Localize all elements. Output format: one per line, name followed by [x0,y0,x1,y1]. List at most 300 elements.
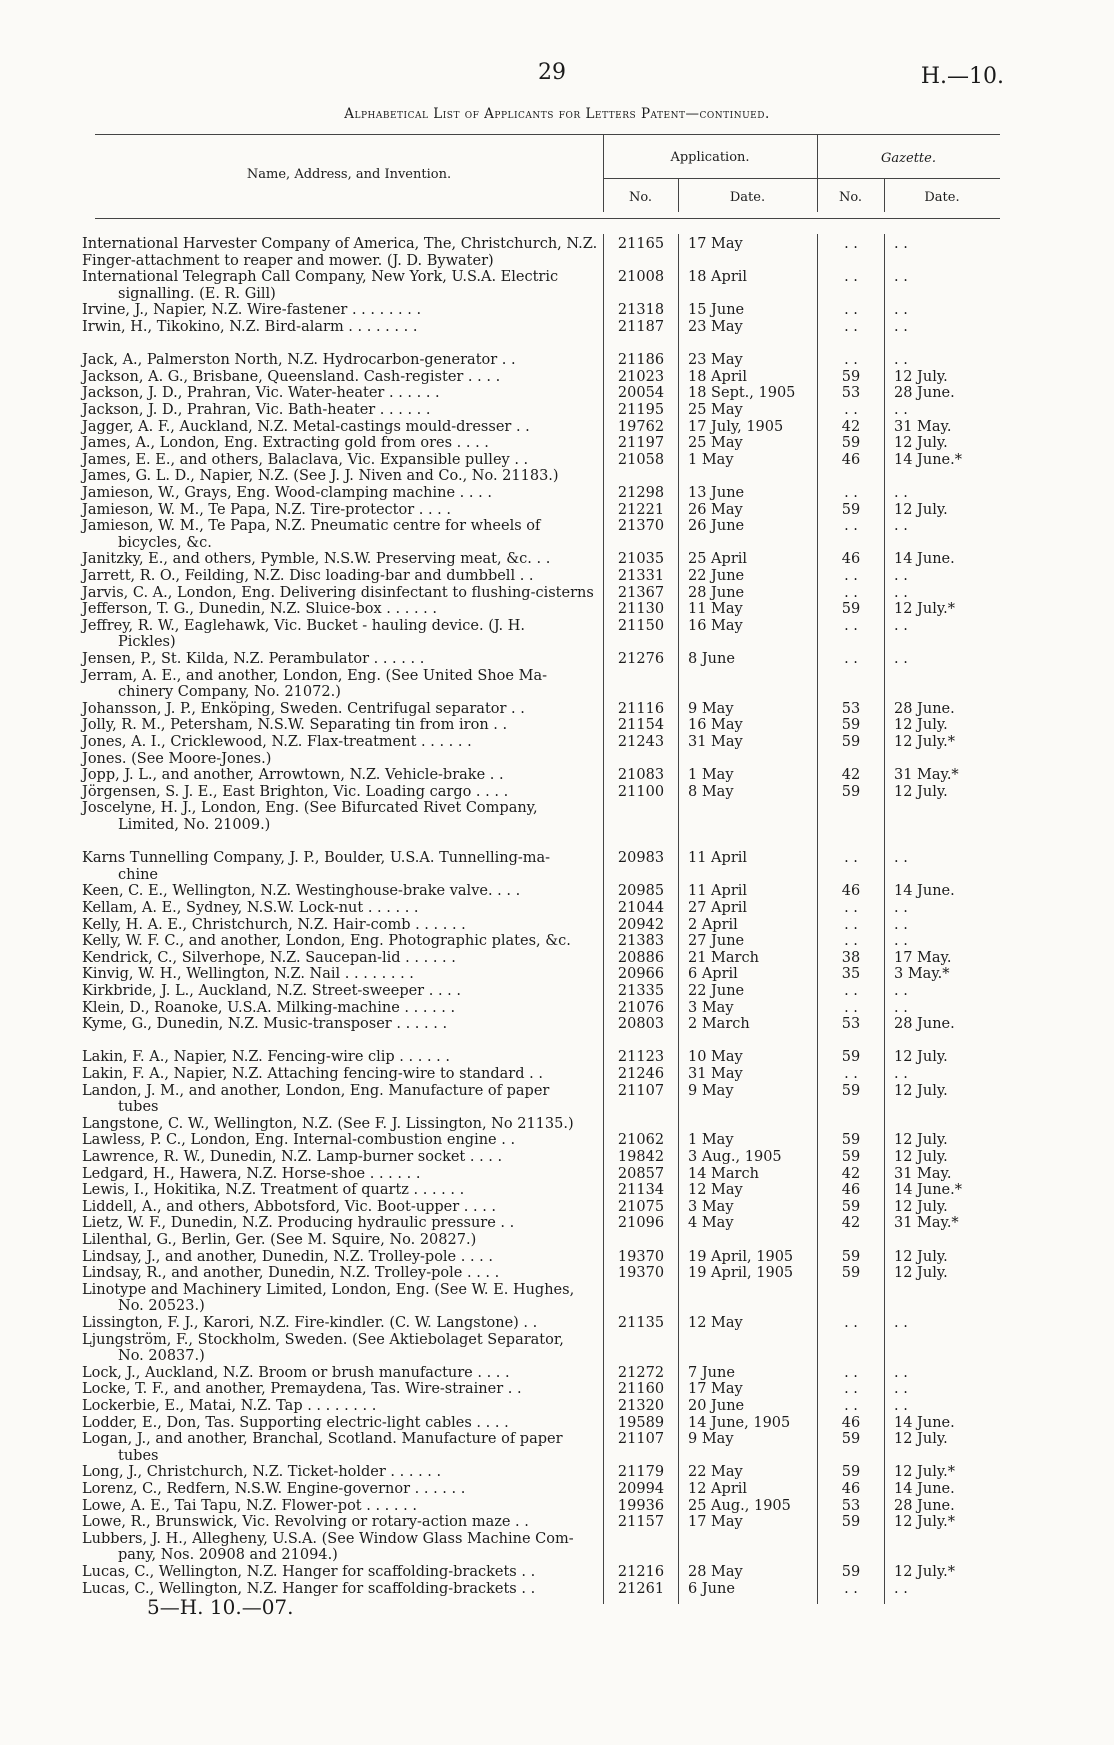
gazette-number: 38 [841,949,861,966]
applicant-entry: Jarvis, C. A., London, Eng. Delivering disinfectant to flushing-cisterns [82,584,594,601]
applicant-entry: Jarrett, R. O., Feilding, N.Z. Disc loading-bar and dumbbell . . [82,568,534,584]
table-row [0,1132,1114,1149]
table-row [0,784,1114,801]
application-number: 21150 [617,617,665,634]
table-row [0,651,1114,668]
table-row [0,1298,1114,1315]
gazette-number: . . [844,302,858,319]
application-number: 21154 [617,717,665,734]
application-date: 10 May [688,1049,743,1066]
table-row [0,717,1114,734]
gazette-date: . . [894,485,908,501]
application-date: 8 June [688,651,735,667]
gazette-number: . . [844,1381,858,1398]
application-date: 22 May [688,1464,743,1481]
application-number: 21276 [617,651,665,667]
applicant-entry: Jagger, A. F., Auckland, N.Z. Metal-castings mould-dresser . . [82,418,530,435]
applicant-entry: Lakin, F. A., Napier, N.Z. Fencing-wire clip . . . . . . [82,1049,450,1066]
application-number: 21186 [617,352,665,369]
gazette-date: 14 June. [894,883,955,900]
application-number: 19762 [617,418,665,435]
table-row [0,1232,1114,1249]
applicant-entry: tubes [118,1447,159,1464]
application-date: 18 April [688,269,748,286]
applicant-entry: Lubbers, J. H., Allegheny, U.S.A. (See Window Glass Machine Com- [82,1530,574,1547]
table-row [0,1265,1114,1282]
table-row [0,1315,1114,1332]
application-date: 28 June [688,584,745,601]
table-row [0,1348,1114,1365]
application-number: 21008 [617,269,665,286]
column-header-gazette-no: No. [838,190,863,205]
gazette-number: . . [844,850,858,867]
gazette-number: 59 [841,501,861,518]
application-date: 19 April, 1905 [688,1248,794,1265]
applicant-entry: Lowe, R., Brunswick, Vic. Revolving or rotary-action maze . . [82,1514,529,1531]
applicant-entry: chinery Company, No. 21072.) [118,684,341,701]
applicant-entry: Lorenz, C., Redfern, N.S.W. Engine-governor . . . . . . [82,1481,466,1497]
gazette-date: . . [894,1066,908,1082]
gazette-date: 12 July. [894,435,948,452]
application-number: 21157 [617,1514,665,1531]
application-number: 21370 [617,518,665,535]
applicant-entry: James, E. E., and others, Balaclava, Vic. Expansible pulley . . [82,451,529,468]
table-row [0,1166,1114,1183]
applicant-entry: Limited, No. 21009.) [118,817,271,833]
applicant-entry: Kendrick, C., Silverhope, N.Z. Saucepan-lid . . . . . . [82,949,456,966]
applicant-entry: Jones, A. I., Cricklewood, N.Z. Flax-treatment . . . . . . [82,734,472,750]
gazette-date: . . [894,568,908,584]
table-row [0,269,1114,286]
application-number: 20857 [617,1165,665,1182]
applicant-entry: Lissington, F. J., Karori, N.Z. Fire-kindler. (C. W. Langstone) . . [82,1315,538,1331]
application-number: 21383 [617,933,665,950]
gazette-number: . . [844,999,858,1016]
applicant-entry: Ledgard, H., Hawera, N.Z. Horse-shoe . . . . . . [82,1165,421,1182]
table-row [0,468,1114,485]
applicant-entry: Kirkbride, J. L., Auckland, N.Z. Street-sweeper . . . . [82,983,461,999]
table-row [0,485,1114,502]
applicant-entry: Kellam, A. E., Sydney, N.S.W. Lock-nut . . . . . . [82,900,419,916]
application-number: 21107 [617,1431,665,1448]
application-date: 18 Sept., 1905 [688,385,796,402]
application-date: 28 May [688,1564,743,1580]
application-number: 21335 [617,983,665,999]
application-number: 21367 [617,584,665,601]
applicant-entry: Lindsay, J., and another, Dunedin, N.Z. Trolley-pole . . . . [82,1248,494,1265]
gazette-number: . . [844,319,858,335]
gazette-date: . . [894,269,908,286]
application-number: 21023 [617,368,665,385]
gazette-number: 59 [841,783,861,800]
gazette-date: . . [894,916,908,933]
application-number: 21096 [617,1215,665,1232]
application-date: 26 May [688,501,743,518]
table-row [0,950,1114,967]
application-date: 27 June [688,933,745,950]
application-date: 1 May [688,767,734,784]
gazette-date: 12 July.* [894,734,955,750]
applicant-entry: chine [118,866,159,883]
gazette-date: . . [894,900,908,916]
application-number: 21331 [617,568,665,584]
applicant-entry: Jamieson, W. M., Te Papa, N.Z. Tire-protector . . . . [82,501,452,518]
gazette-date: . . [894,1580,908,1597]
gazette-date: 14 June.* [894,1182,962,1199]
table-row [0,253,1114,270]
gazette-number: . . [844,352,858,369]
applicant-entry: Klein, D., Roanoke, U.S.A. Milking-machine . . . . . . [82,999,456,1016]
application-date: 12 May [688,1182,743,1199]
applicant-entry: Jackson, J. D., Prahran, Vic. Water-heater . . . . . . [82,385,440,402]
applicant-entry: Lakin, F. A., Napier, N.Z. Attaching fencing-wire to standard . . [82,1066,543,1082]
application-date: 16 May [688,717,743,734]
column-header-application: Application. [670,150,750,165]
gazette-number: 59 [841,1248,861,1265]
gazette-number: 46 [841,1481,861,1497]
gazette-date: 3 May.* [894,966,950,983]
gazette-date: . . [894,518,908,535]
gazette-number: . . [844,269,858,286]
table-row [0,518,1114,535]
application-date: 22 June [688,568,745,584]
table-row [0,369,1114,386]
application-date: 26 June [688,518,745,535]
gazette-date: 31 May. [894,418,952,435]
applicant-entry: Lowe, A. E., Tai Tapu, N.Z. Flower-pot . . . . . . [82,1497,417,1514]
applicant-entry: Lucas, C., Wellington, N.Z. Hanger for scaffolding-brackets . . [82,1580,536,1597]
page-title: Alphabetical List of Applicants for Letters Patent—continued. [344,106,770,122]
application-date: 14 March [688,1165,759,1182]
gazette-date: 12 July.* [894,1564,955,1580]
applicant-entry: Langstone, C. W., Wellington, N.Z. (See F. J. Lissington, No 21135.) [82,1115,574,1132]
application-number: 21083 [617,767,665,784]
table-row [0,302,1114,319]
applicant-entry: Pickles) [118,634,176,651]
application-number: 20942 [617,916,665,933]
table-row [0,933,1114,950]
applicant-entry: Lucas, C., Wellington, N.Z. Hanger for scaffolding-brackets . . [82,1564,536,1580]
gazette-number: . . [844,1398,858,1414]
gazette-date: . . [894,651,908,667]
gazette-number: . . [844,568,858,584]
application-number: 19842 [617,1149,665,1165]
application-date: 18 April [688,368,748,385]
table-row [0,551,1114,568]
application-number: 21044 [617,900,665,916]
gazette-date: . . [894,617,908,634]
gazette-number: . . [844,933,858,950]
gazette-number: . . [844,1066,858,1082]
table-row [0,1199,1114,1216]
table-row [0,585,1114,602]
application-number: 19370 [617,1248,665,1265]
application-date: 6 April [688,966,738,983]
table-row [0,1547,1114,1564]
applicant-entry: Locke, T. F., and another, Premaydena, Tas. Wire-strainer . . [82,1381,522,1398]
applicant-entry: Lodder, E., Don, Tas. Supporting electric-light cables . . . . [82,1414,509,1431]
gazette-number: . . [844,983,858,999]
gazette-date: 14 June. [894,1481,955,1497]
table-row [0,1282,1114,1299]
applicant-entry: Lewis, I., Hokitika, N.Z. Treatment of quartz . . . . . . [82,1182,465,1199]
application-date: 25 May [688,435,743,452]
table-row [0,319,1114,336]
gazette-number: . . [844,651,858,667]
applicant-entry: Lawless, P. C., London, Eng. Internal-combustion engine . . [82,1132,516,1149]
gazette-date: . . [894,933,908,950]
gazette-date: 28 June. [894,1016,955,1033]
table-row [0,452,1114,469]
application-number: 21058 [617,451,665,468]
application-date: 13 June [688,485,745,501]
applicant-entry: Irwin, H., Tikokino, N.Z. Bird-alarm . . . . . . . . [82,319,418,335]
table-row [0,1099,1114,1116]
table-row [0,701,1114,718]
applicant-entry: Kinvig, W. H., Wellington, N.Z. Nail . . . . . . . . [82,966,414,983]
application-number: 21272 [617,1364,665,1381]
application-number: 19370 [617,1265,665,1282]
gazette-number: . . [844,1580,858,1597]
table-row [0,734,1114,751]
application-date: 12 April [688,1481,748,1497]
column-header-name: Name, Address, and Invention. [246,167,452,182]
applicant-entry: Jolly, R. M., Petersham, N.S.W. Separating tin from iron . . [82,717,508,734]
applicant-entry: International Telegraph Call Company, New York, U.S.A. Electric [82,269,559,286]
gazette-number: 59 [841,1149,861,1165]
gazette-number: 46 [841,1182,861,1199]
gazette-number: 59 [841,1265,861,1282]
application-number: 21062 [617,1132,665,1149]
applicant-entry: Landon, J. M., and another, London, Eng. Manufacture of paper [82,1082,550,1099]
applicant-entry: pany, Nos. 20908 and 21094.) [118,1547,338,1564]
application-date: 17 July, 1905 [688,418,784,435]
application-number: 21187 [617,319,665,335]
applicant-entry: No. 20837.) [118,1348,205,1365]
application-number: 21221 [617,501,665,518]
table-row [0,1000,1114,1017]
application-date: 7 June [688,1364,735,1381]
table-row [0,634,1114,651]
application-date: 15 June [688,302,745,319]
gazette-date: 12 July. [894,1198,948,1215]
table-row [0,1049,1114,1066]
gazette-date: 28 June. [894,1497,955,1514]
application-number: 20886 [617,949,665,966]
application-number: 21243 [617,734,665,750]
applicant-entry: Jefferson, T. G., Dunedin, N.Z. Sluice-box . . . . . . [82,601,438,618]
page-number: 29 [538,60,566,85]
applicant-entry: Jensen, P., St. Kilda, N.Z. Perambulator . . . . . . [82,651,425,667]
application-date: 21 March [688,949,759,966]
applicant-entry: Long, J., Christchurch, N.Z. Ticket-holder . . . . . . [82,1464,442,1481]
column-header-gazette-date: Date. [924,190,960,205]
applicant-entry: Lock, J., Auckland, N.Z. Broom or brush manufacture . . . . [82,1364,510,1381]
applicant-entry: Jackson, J. D., Prahran, Vic. Bath-heater . . . . . . [82,402,431,418]
gazette-date: . . [894,302,908,319]
gazette-number: 59 [841,435,861,452]
gazette-number: 46 [841,883,861,900]
table-row [0,1448,1114,1465]
gazette-number: . . [844,402,858,418]
applicant-entry: bicycles, &c. [118,534,212,551]
application-date: 17 May [688,1514,743,1531]
table-row [0,1381,1114,1398]
gazette-date: . . [894,850,908,867]
gazette-date: 12 July. [894,1431,948,1448]
application-date: 1 May [688,1132,734,1149]
application-date: 2 April [688,916,738,933]
application-number: 21179 [617,1464,665,1481]
gazette-number: . . [844,518,858,535]
table-row [0,236,1114,253]
application-number: 21134 [617,1182,665,1199]
gazette-number: 59 [841,734,861,750]
table-row [0,618,1114,635]
gazette-number: . . [844,584,858,601]
application-date: 3 May [688,999,734,1016]
table-row [0,966,1114,983]
applicant-entry: Jerram, A. E., and another, London, Eng. (See United Shoe Ma- [82,667,547,684]
table-row [0,1215,1114,1232]
application-number: 21261 [617,1580,665,1597]
application-date: 23 May [688,352,743,369]
applicant-entry: Irvine, J., Napier, N.Z. Wire-fastener . . . . . . . . [82,302,422,319]
applicant-entry: James, A., London, Eng. Extracting gold from ores . . . . [82,435,489,452]
applicant-entry: Lietz, W. F., Dunedin, N.Z. Producing hydraulic pressure . . [82,1215,515,1232]
table-row [0,502,1114,519]
applicant-entry: Jopp, J. L., and another, Arrowtown, N.Z. Vehicle-brake . . [82,767,504,784]
table-row [0,900,1114,917]
gazette-number: 59 [841,717,861,734]
applicant-entry: Kyme, G., Dunedin, N.Z. Music-transposer . . . . . . [82,1016,448,1033]
applicant-entry: signalling. (E. R. Gill) [118,285,276,302]
application-date: 3 Aug., 1905 [688,1149,782,1165]
application-number: 20966 [617,966,665,983]
table-row [0,568,1114,585]
footer-reference: 5—H. 10.—07. [147,1595,294,1619]
gazette-date: 31 May. [894,1165,952,1182]
column-header-app-date: Date. [729,190,766,205]
document-reference: H.—10. [920,64,1004,89]
application-number: 21160 [617,1381,665,1398]
gazette-date: . . [894,983,908,999]
table-row [0,1498,1114,1515]
table-row [0,883,1114,900]
application-date: 11 May [688,601,743,618]
table-row [0,983,1114,1000]
application-number: 21165 [617,236,665,252]
application-number: 21116 [617,700,665,717]
application-date: 23 May [688,319,743,335]
table-row [0,800,1114,817]
table-row [0,1564,1114,1581]
application-number: 21216 [617,1564,665,1580]
gazette-date: 17 May. [894,949,952,966]
application-date: 27 April [688,900,748,916]
application-date: 14 June, 1905 [688,1414,791,1431]
application-number: 21130 [617,601,665,618]
application-date: 20 June [688,1398,745,1414]
table-row [0,850,1114,867]
application-number: 20994 [617,1481,665,1497]
column-header-gazette: Gazette. [881,151,936,166]
table-row [0,1531,1114,1548]
application-number: 21035 [617,551,665,568]
applicant-entry: International Harvester Company of America, The, Christchurch, N.Z. [82,236,598,252]
table-row [0,601,1114,618]
application-date: 22 June [688,983,745,999]
table-row [0,1514,1114,1531]
application-number: 21320 [617,1398,665,1414]
gazette-date: 12 July.* [894,601,955,618]
application-number: 21197 [617,435,665,452]
gazette-number: 59 [841,368,861,385]
gazette-date: 12 July. [894,1149,948,1165]
table-row [0,1016,1114,1033]
table-row [0,1149,1114,1166]
gazette-date: 31 May.* [894,767,959,784]
table-row [0,1365,1114,1382]
application-date: 25 April [688,551,748,568]
application-number: 21135 [617,1315,665,1331]
applicant-entry: Kelly, W. F. C., and another, London, Eng. Photographic plates, &c. [82,933,571,950]
gazette-date: 12 July. [894,717,948,734]
applicant-entry: James, G. L. D., Napier, N.Z. (See J. J. Niven and Co., No. 21183.) [82,468,559,485]
table-row [0,402,1114,419]
applicant-entry: No. 20523.) [118,1298,205,1315]
application-date: 11 April [688,883,748,900]
table-row [0,817,1114,834]
table-row [0,1431,1114,1448]
application-date: 17 May [688,236,743,252]
applicant-entry: Jamieson, W. M., Te Papa, N.Z. Pneumatic centre for wheels of [82,518,541,535]
gazette-number: 59 [841,1082,861,1099]
applicant-entry: Lawrence, R. W., Dunedin, N.Z. Lamp-burner socket . . . . [82,1149,503,1165]
applicant-entry: Janitzky, E., and others, Pymble, N.S.W. Preserving meat, &c. . . [82,551,551,568]
table-row [0,1464,1114,1481]
application-date: 6 June [688,1580,735,1597]
gazette-number: 59 [841,1431,861,1448]
gazette-date: 28 June. [894,385,955,402]
application-number: 21100 [617,783,665,800]
application-number: 21246 [617,1066,665,1082]
gazette-number: 42 [841,1215,861,1232]
gazette-date: 12 July. [894,1082,948,1099]
applicant-entry: Jörgensen, S. J. E., East Brighton, Vic. Loading cargo . . . . [82,783,509,800]
applicant-entry: Lilenthal, G., Berlin, Ger. (See M. Squire, No. 20827.) [82,1232,477,1248]
application-date: 8 May [688,783,734,800]
application-date: 11 April [688,850,748,867]
application-number: 21075 [617,1198,665,1215]
applicant-entry: Logan, J., and another, Branchal, Scotland. Manufacture of paper [82,1431,563,1448]
gazette-date: . . [894,1398,908,1414]
gazette-number: . . [844,1315,858,1331]
gazette-date: . . [894,999,908,1016]
gazette-number: 59 [841,1464,861,1481]
table-row [0,1033,1114,1050]
gazette-number: 53 [841,1497,861,1514]
application-number: 21076 [617,999,665,1016]
applicant-entry: Ljungström, F., Stockholm, Sweden. (See Aktiebolaget Separator, [82,1331,564,1348]
table-row [0,668,1114,685]
application-date: 4 May [688,1215,734,1232]
application-number: 20983 [617,850,665,867]
gazette-number: 59 [841,1049,861,1066]
application-date: 19 April, 1905 [688,1265,794,1282]
table-row [0,435,1114,452]
application-date: 9 May [688,700,734,717]
